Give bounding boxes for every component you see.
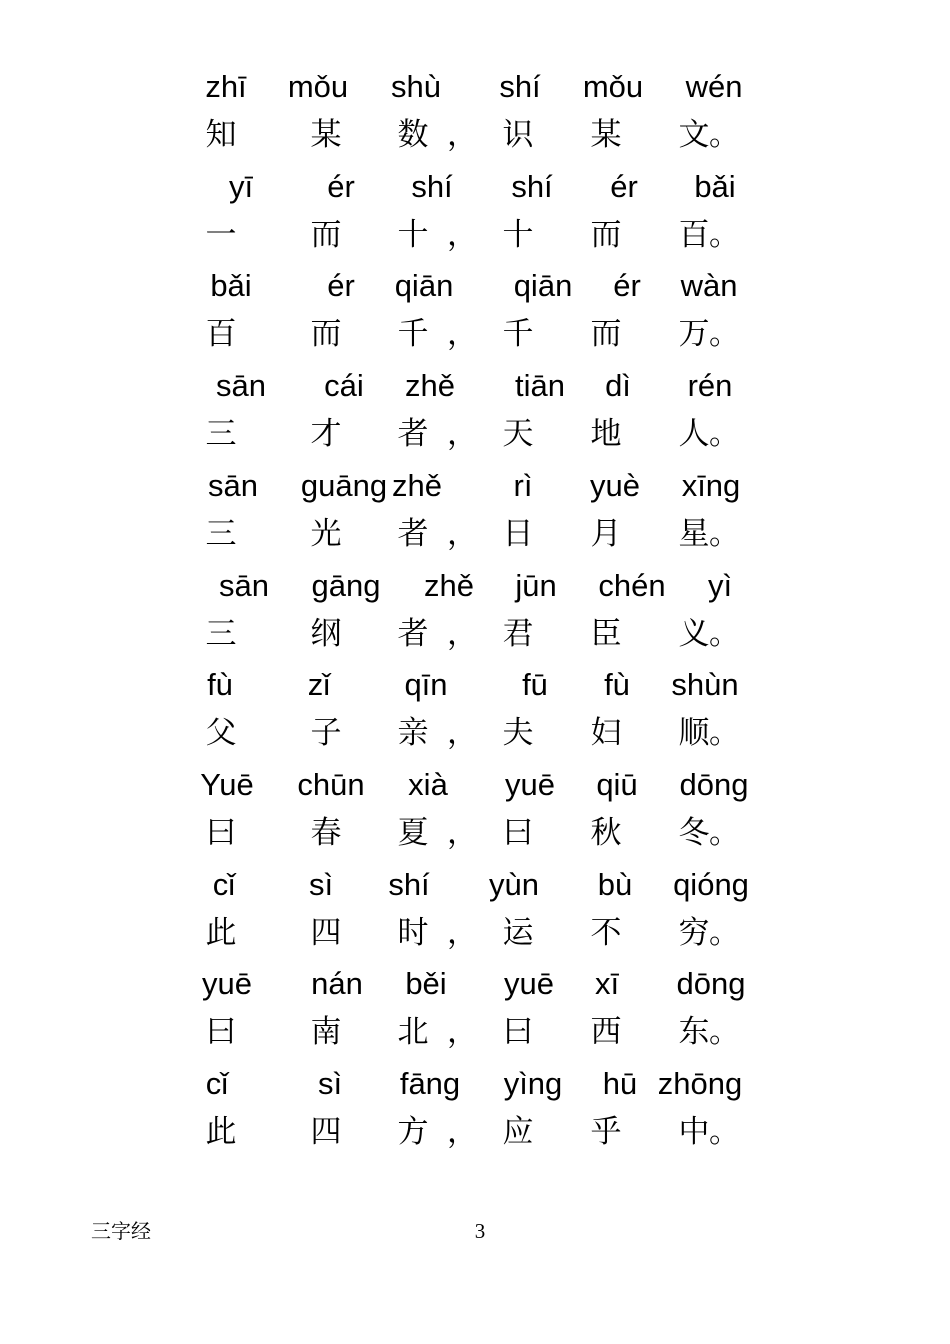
pinyin-syllable: yìng	[503, 1066, 563, 1101]
hanzi-character: 此	[205, 914, 237, 951]
pinyin-syllable: cǐ	[205, 1066, 229, 1101]
hanzi-row	[0, 314, 950, 358]
pinyin-syllable: sì	[317, 1066, 343, 1101]
comma: ，	[447, 814, 478, 851]
pinyin-syllable: shùn	[671, 667, 739, 703]
pinyin-row	[0, 665, 950, 709]
pinyin-syllable: xīng	[681, 467, 741, 503]
pinyin-syllable: bǎi	[694, 168, 736, 204]
pinyin-syllable: sì	[308, 866, 334, 902]
pinyin-syllable: fù	[207, 667, 233, 703]
pinyin-syllable: běi	[405, 966, 447, 1002]
hanzi-character: 乎	[590, 1114, 622, 1150]
hanzi-character: 西	[590, 1014, 622, 1051]
hanzi-character: 数	[397, 117, 429, 153]
verse-5	[0, 466, 950, 566]
hanzi-character: 者	[397, 615, 429, 652]
hanzi-character: 而	[310, 316, 342, 353]
period: 。	[709, 117, 740, 153]
hanzi-character: 万	[678, 316, 710, 353]
pinyin-syllable: shí	[388, 866, 430, 902]
hanzi-character: 知	[205, 117, 237, 153]
hanzi-character: 人	[678, 416, 710, 453]
hanzi-character: 天	[502, 416, 534, 453]
hanzi-character: 某	[590, 117, 622, 153]
hanzi-character: 亲	[397, 715, 429, 752]
hanzi-character: 月	[590, 515, 622, 552]
hanzi-character: 识	[502, 117, 534, 153]
comma: ，	[447, 1114, 478, 1150]
period: 。	[709, 814, 740, 851]
verse-10	[0, 964, 950, 1064]
pinyin-syllable: fù	[604, 667, 630, 703]
hanzi-character: 南	[310, 1014, 342, 1051]
hanzi-character: 才	[310, 416, 342, 453]
pinyin-syllable: ér	[327, 168, 355, 204]
pinyin-row	[0, 865, 950, 909]
pinyin-syllable: gāng	[311, 567, 381, 603]
hanzi-character: 冬	[678, 814, 710, 851]
verse-8	[0, 765, 950, 865]
pinyin-syllable: chūn	[297, 766, 365, 802]
hanzi-character: 光	[310, 515, 342, 552]
period: 。	[709, 515, 740, 552]
pinyin-row	[0, 266, 950, 310]
pinyin-syllable: zhě	[424, 567, 474, 603]
pinyin-syllable: yùn	[489, 866, 539, 902]
pinyin-row	[0, 566, 950, 610]
pinyin-syllable: xī	[594, 966, 620, 1002]
pinyin-syllable: chén	[598, 567, 666, 603]
comma: ，	[447, 216, 478, 253]
pinyin-syllable: cái	[324, 368, 364, 404]
pinyin-syllable: dōng	[676, 966, 746, 1002]
comma: ，	[447, 515, 478, 552]
hanzi-character: 纲	[310, 615, 342, 652]
pinyin-syllable: qīn	[404, 667, 448, 703]
hanzi-character: 运	[502, 914, 534, 951]
hanzi-character: 父	[205, 715, 237, 752]
comma: ，	[447, 316, 478, 353]
comma: ，	[447, 117, 478, 153]
hanzi-character: 东	[678, 1014, 710, 1051]
hanzi-character: 而	[590, 316, 622, 353]
hanzi-row	[0, 215, 950, 259]
pinyin-syllable: xià	[408, 766, 448, 802]
hanzi-character: 一	[205, 216, 237, 253]
pinyin-syllable: Yuē	[200, 766, 254, 802]
hanzi-row	[0, 514, 950, 558]
pinyin-syllable: shí	[411, 168, 453, 204]
pinyin-syllable: guāng	[300, 467, 388, 503]
hanzi-character: 义	[678, 615, 710, 652]
hanzi-character: 秋	[590, 814, 622, 851]
period: 。	[709, 316, 740, 353]
verse-9	[0, 865, 950, 965]
hanzi-character: 此	[205, 1114, 237, 1150]
comma: ，	[447, 1014, 478, 1051]
page-number: 3	[474, 1219, 486, 1243]
footer-title: 三字经	[91, 1219, 151, 1243]
pinyin-row	[0, 167, 950, 211]
hanzi-character: 地	[590, 416, 622, 453]
hanzi-row	[0, 614, 950, 658]
pinyin-syllable: zhōng	[657, 1066, 743, 1101]
hanzi-row	[0, 913, 950, 957]
pinyin-syllable: yuē	[202, 966, 252, 1002]
hanzi-character: 应	[502, 1114, 534, 1150]
hanzi-row	[0, 1112, 950, 1156]
pinyin-syllable: mǒu	[287, 69, 349, 104]
comma: ，	[447, 715, 478, 752]
pinyin-syllable: bù	[597, 866, 633, 902]
pinyin-syllable: fū	[522, 667, 548, 703]
pinyin-syllable: tiān	[515, 368, 565, 404]
hanzi-character: 方	[397, 1114, 429, 1150]
hanzi-character: 曰	[502, 1014, 534, 1051]
pinyin-syllable: mǒu	[582, 69, 644, 104]
hanzi-character: 妇	[590, 715, 622, 752]
pinyin-row	[0, 466, 950, 510]
pinyin-syllable: qiān	[394, 268, 454, 304]
hanzi-character: 某	[310, 117, 342, 153]
pinyin-syllable: wàn	[680, 268, 738, 304]
pinyin-syllable: yuē	[504, 966, 554, 1002]
period: 。	[709, 1014, 740, 1051]
period: 。	[709, 1114, 740, 1150]
pinyin-syllable: ér	[610, 168, 638, 204]
pinyin-syllable: dōng	[679, 766, 749, 802]
pinyin-syllable: yì	[707, 567, 733, 603]
hanzi-character: 曰	[205, 1014, 237, 1051]
pinyin-syllable: cǐ	[212, 866, 236, 902]
pinyin-syllable: dì	[605, 368, 631, 404]
hanzi-character: 而	[590, 216, 622, 253]
verse-6	[0, 566, 950, 666]
hanzi-character: 者	[397, 515, 429, 552]
pinyin-syllable: sān	[208, 467, 258, 503]
hanzi-character: 曰	[205, 814, 237, 851]
verse-11	[0, 1064, 950, 1164]
period: 。	[709, 615, 740, 652]
hanzi-character: 十	[502, 216, 534, 253]
hanzi-character: 星	[678, 515, 710, 552]
period: 。	[709, 715, 740, 752]
period: 。	[709, 216, 740, 253]
hanzi-character: 穷	[678, 914, 710, 951]
pinyin-row	[0, 366, 950, 410]
hanzi-character: 十	[397, 216, 429, 253]
pinyin-row	[0, 964, 950, 1008]
comma: ，	[447, 615, 478, 652]
hanzi-character: 曰	[502, 814, 534, 851]
hanzi-row	[0, 414, 950, 458]
hanzi-character: 者	[397, 416, 429, 453]
pinyin-syllable: shí	[511, 168, 553, 204]
period: 。	[709, 914, 740, 951]
hanzi-character: 千	[502, 316, 534, 353]
pinyin-syllable: qióng	[673, 866, 749, 902]
pinyin-syllable: ér	[613, 268, 641, 304]
hanzi-character: 君	[502, 615, 534, 652]
verse-4	[0, 366, 950, 466]
hanzi-character: 春	[310, 814, 342, 851]
hanzi-character: 四	[310, 914, 342, 951]
hanzi-character: 而	[310, 216, 342, 253]
hanzi-character: 文	[678, 117, 710, 153]
pinyin-syllable: rén	[687, 368, 733, 404]
pinyin-row	[0, 765, 950, 809]
pinyin-syllable: yī	[228, 168, 254, 204]
hanzi-row	[0, 813, 950, 857]
comma: ，	[447, 914, 478, 951]
hanzi-character: 百	[678, 216, 710, 253]
pinyin-syllable: qiū	[596, 766, 638, 802]
pinyin-syllable: hū	[602, 1066, 638, 1101]
period: 。	[709, 416, 740, 453]
hanzi-character: 千	[397, 316, 429, 353]
pinyin-syllable: sān	[219, 567, 269, 603]
hanzi-character: 夏	[397, 814, 429, 851]
pinyin-syllable: yuè	[590, 467, 640, 503]
pinyin-syllable: bǎi	[210, 268, 252, 304]
pinyin-syllable: shí	[499, 69, 541, 104]
verse-2	[0, 167, 950, 267]
pinyin-syllable: qiān	[513, 268, 573, 304]
hanzi-character: 三	[205, 515, 237, 552]
hanzi-character: 中	[678, 1114, 710, 1150]
pinyin-syllable: sān	[216, 368, 266, 404]
pinyin-syllable: shù	[391, 69, 441, 104]
verse-3	[0, 266, 950, 366]
pinyin-syllable: zhī	[205, 69, 247, 104]
hanzi-row	[0, 115, 950, 159]
pinyin-syllable: fāng	[399, 1066, 461, 1101]
hanzi-character: 不	[590, 914, 622, 951]
hanzi-character: 臣	[590, 615, 622, 652]
pinyin-syllable: zhě	[392, 467, 442, 503]
pinyin-syllable: nán	[311, 966, 363, 1002]
hanzi-character: 夫	[502, 715, 534, 752]
hanzi-row	[0, 713, 950, 757]
hanzi-row	[0, 1012, 950, 1056]
pinyin-syllable: yuē	[505, 766, 555, 802]
comma: ，	[447, 416, 478, 453]
pinyin-row	[0, 67, 950, 111]
hanzi-character: 北	[397, 1014, 429, 1051]
pinyin-syllable: rì	[513, 467, 533, 503]
pinyin-syllable: zhě	[405, 368, 455, 404]
pinyin-row	[0, 1064, 950, 1108]
hanzi-character: 四	[310, 1114, 342, 1150]
verse-1	[0, 67, 950, 167]
hanzi-character: 时	[397, 914, 429, 951]
pinyin-syllable: zǐ	[307, 667, 331, 703]
hanzi-character: 顺	[678, 715, 710, 752]
hanzi-character: 三	[205, 416, 237, 453]
hanzi-character: 日	[502, 515, 534, 552]
pinyin-syllable: wén	[685, 69, 743, 104]
hanzi-character: 百	[205, 316, 237, 353]
hanzi-character: 子	[310, 715, 342, 752]
pinyin-syllable: jūn	[515, 567, 557, 603]
hanzi-character: 三	[205, 615, 237, 652]
verse-7	[0, 665, 950, 765]
pinyin-syllable: ér	[327, 268, 355, 304]
